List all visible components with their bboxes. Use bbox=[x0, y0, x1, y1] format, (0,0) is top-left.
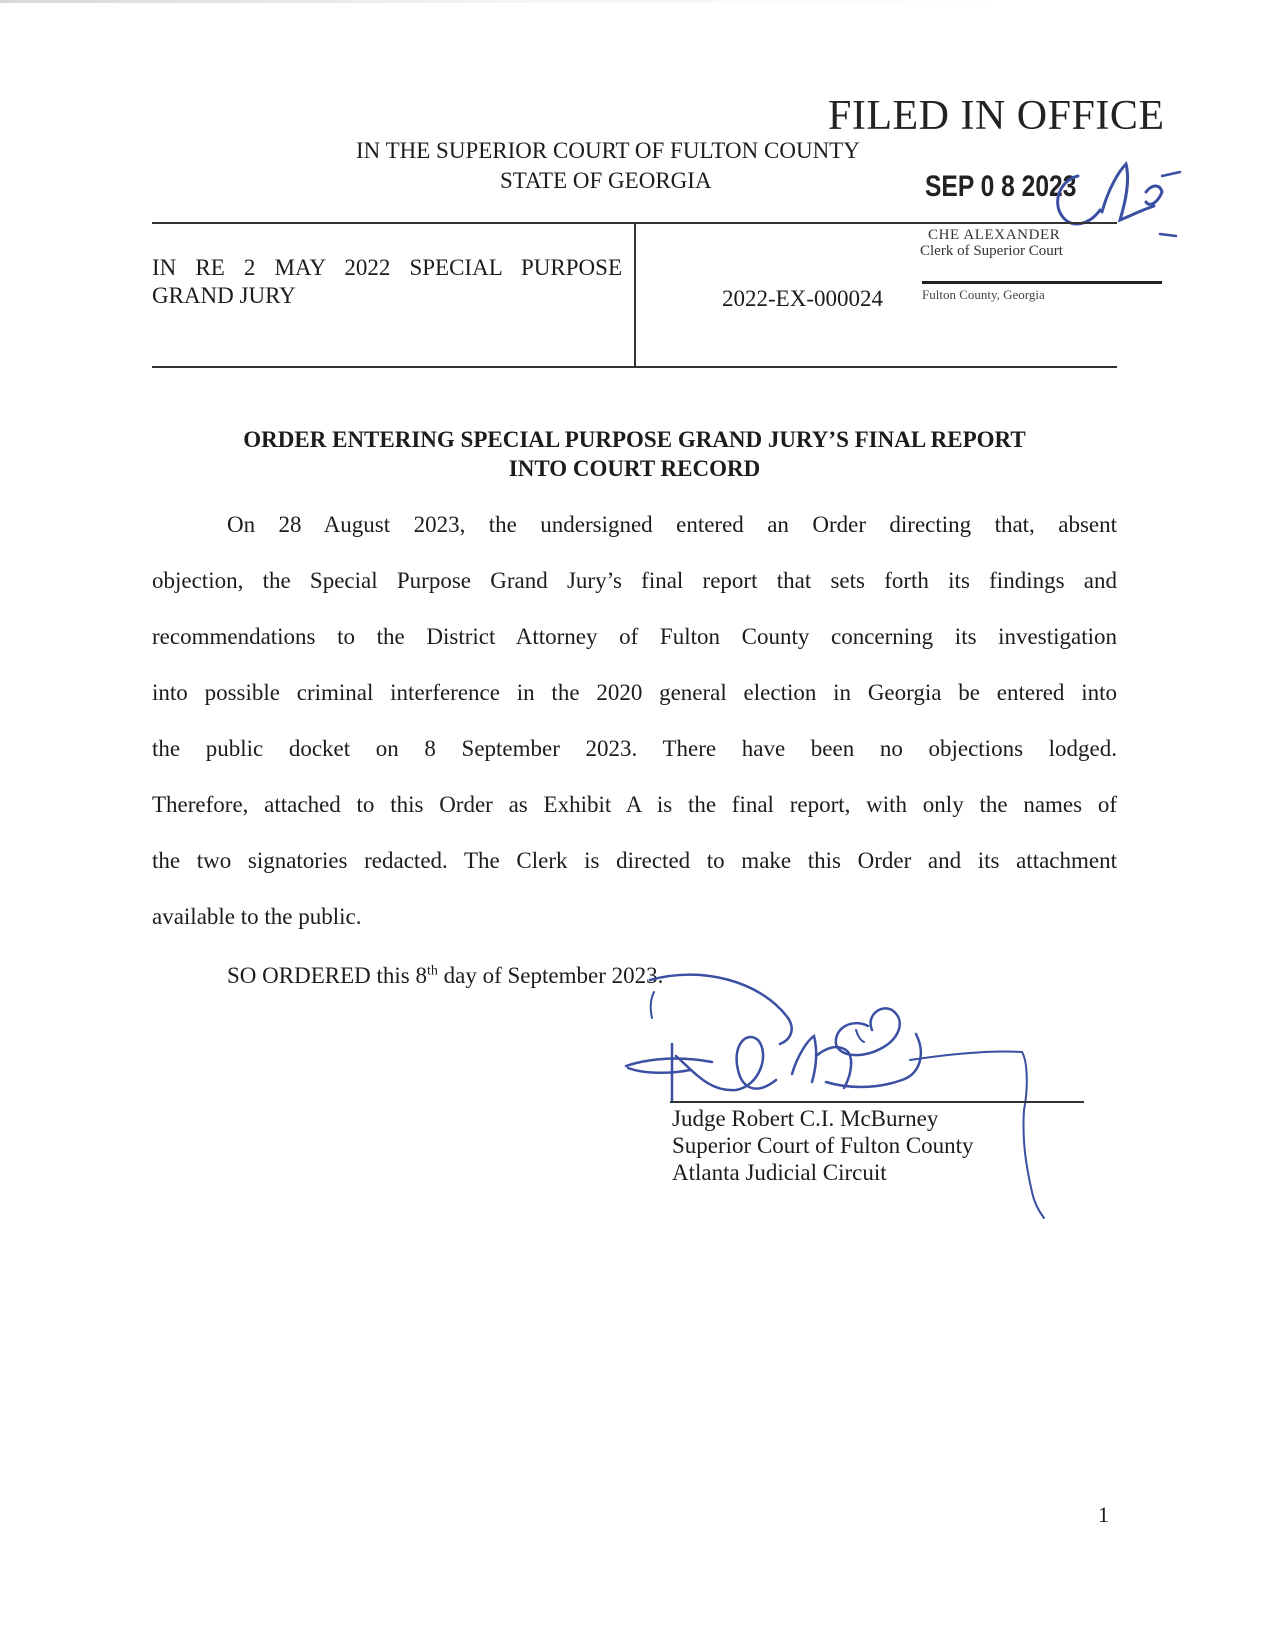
filed-stamp-heading: FILED IN OFFICE bbox=[828, 93, 1165, 139]
signature-line bbox=[670, 1101, 1084, 1103]
scan-edge bbox=[0, 0, 1262, 3]
page-number: 1 bbox=[1098, 1502, 1109, 1527]
stamp-county: Fulton County, Georgia bbox=[922, 287, 1045, 302]
judge-name: Judge Robert C.I. McBurney bbox=[672, 1106, 939, 1131]
case-caption-line-2: GRAND JURY bbox=[152, 283, 296, 308]
clerk-initials-signature bbox=[1050, 140, 1190, 240]
court-state: STATE OF GEORGIA bbox=[500, 168, 712, 193]
clerk-title: Clerk of Superior Court bbox=[920, 243, 1063, 259]
order-title-line-1: ORDER ENTERING SPECIAL PURPOSE GRAND JURY’S FINAL REPORT bbox=[243, 427, 1026, 452]
clerk-name: CHE ALEXANDER bbox=[928, 227, 1061, 243]
so-ordered-suffix: day of September 2023. bbox=[437, 963, 664, 988]
judge-circuit: Atlanta Judicial Circuit bbox=[672, 1160, 887, 1185]
judge-signature bbox=[620, 970, 1090, 1230]
body-line: objection, the Special Purpose Grand Jury’s final report that sets forth its findings and bbox=[152, 568, 1117, 593]
filed-stamp-date: SEP 0 8 2023 bbox=[925, 170, 1077, 203]
order-title-line-2: INTO COURT RECORD bbox=[508, 456, 761, 481]
caption-bottom-rule bbox=[152, 366, 1117, 368]
case-caption-line-1: IN RE 2 MAY 2022 SPECIAL PURPOSE bbox=[152, 255, 622, 280]
stamp-rule bbox=[922, 281, 1162, 284]
caption-divider bbox=[634, 222, 636, 367]
body-line: recommendations to the District Attorney of Fulton County concerning its investigation bbox=[152, 624, 1117, 649]
ordinal-suffix: th bbox=[427, 963, 438, 979]
so-ordered-prefix: SO ORDERED this 8 bbox=[227, 963, 427, 988]
court-name: IN THE SUPERIOR COURT OF FULTON COUNTY bbox=[356, 138, 860, 163]
judge-court: Superior Court of Fulton County bbox=[672, 1133, 974, 1158]
body-line: into possible criminal interference in the 2020 general election in Georgia be entered into bbox=[152, 680, 1117, 705]
body-line: On 28 August 2023, the undersigned entered an Order directing that, absent bbox=[227, 512, 1117, 537]
body-line: Therefore, attached to this Order as Exhibit A is the final report, with only the names of bbox=[152, 792, 1117, 817]
so-ordered-line bbox=[227, 963, 663, 989]
case-number: 2022-EX-000024 bbox=[722, 286, 883, 311]
order-title bbox=[152, 425, 1117, 483]
body-line: the two signatories redacted. The Clerk is directed to make this Order and its attachment bbox=[152, 848, 1117, 873]
body-line: available to the public. bbox=[152, 904, 362, 929]
body-line: the public docket on 8 September 2023. There have been no objections lodged. bbox=[152, 736, 1117, 761]
